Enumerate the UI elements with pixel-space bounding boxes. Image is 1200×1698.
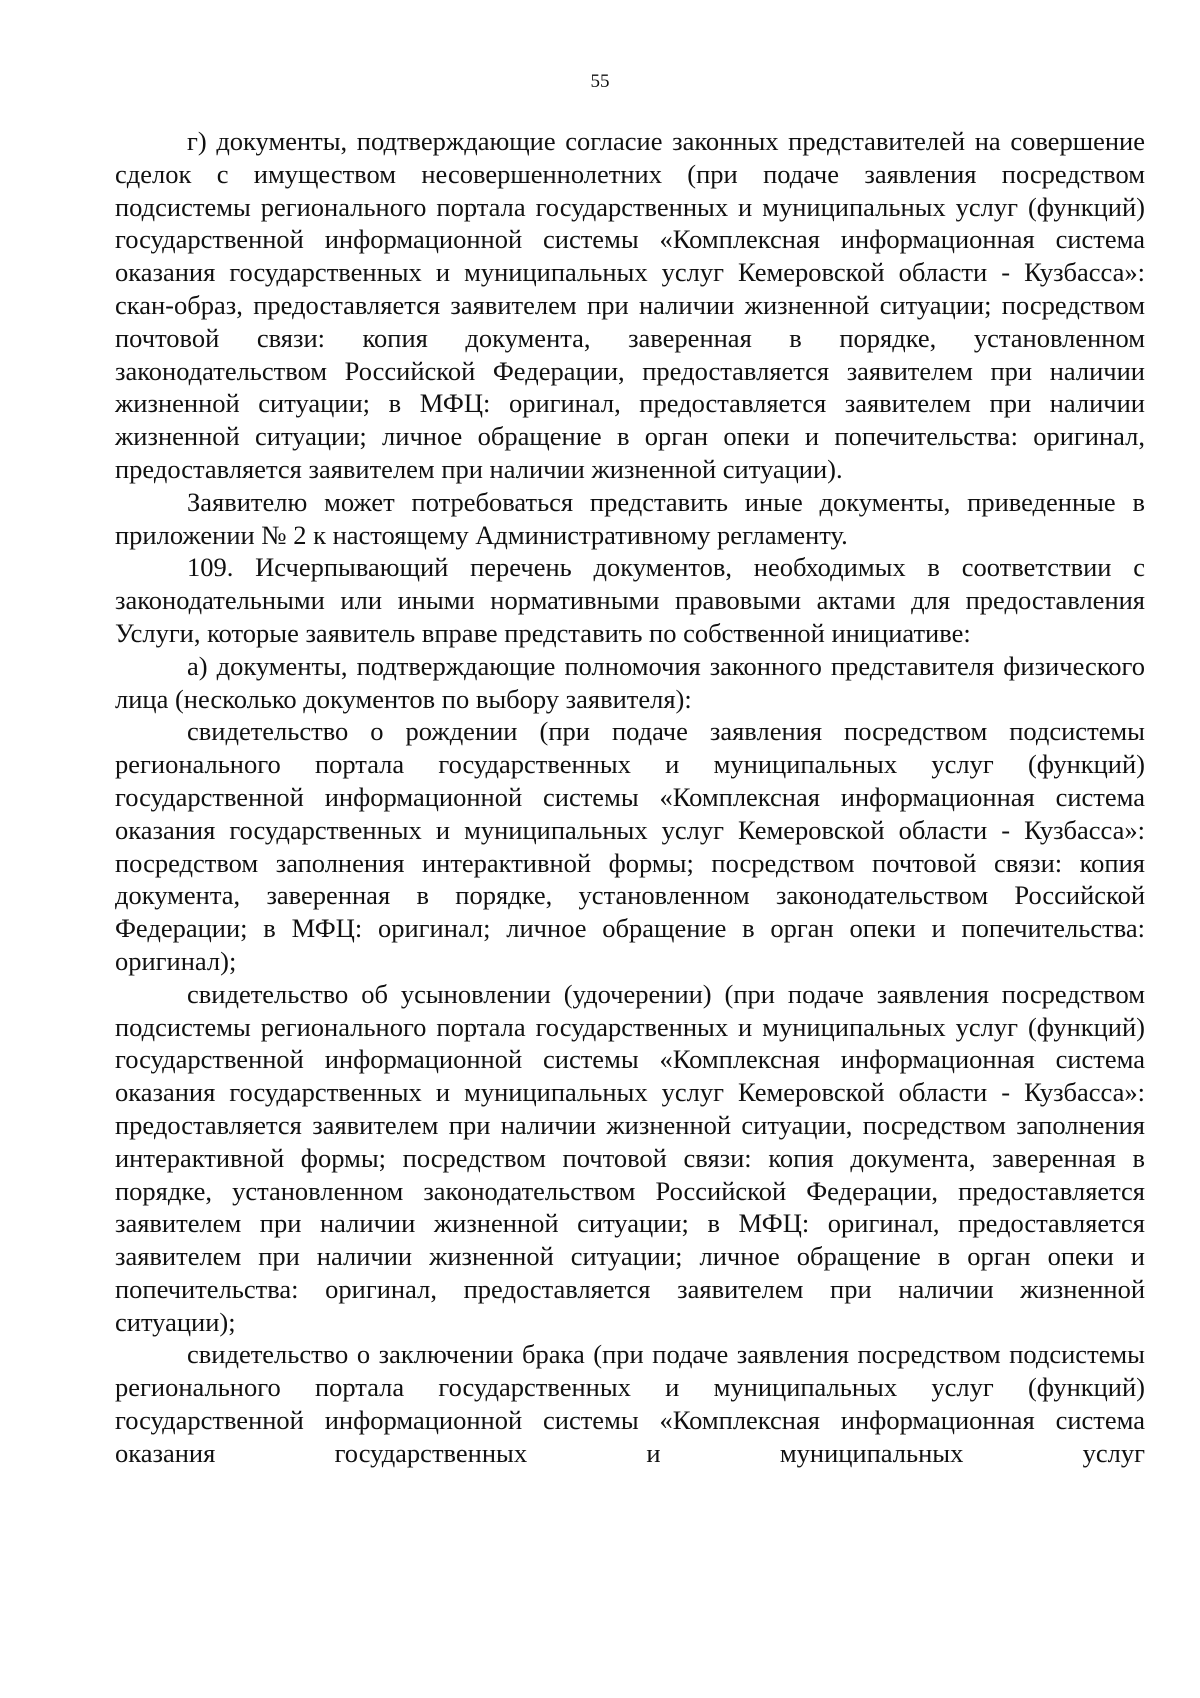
paragraph-marriage-certificate: свидетельство о заключении брака (при подаче заявления посредством подсистемы регионального портала государственных и муниципальных услуг (функций) государственной информационной системы «Комплексная информационная система оказания государственных и муниципальных услуг (115, 1339, 1145, 1468)
paragraph-representative-authority: а) документы, подтверждающие полномочия законного представителя физического лица (несколько документов по выбору заявителя): (115, 650, 1145, 714)
paragraph-documents-consent: г) документы, подтверждающие согласие законных представителей на совершение сделок с имуществом несовершеннолетних (при подаче заявления посредством подсистемы регионального портала государственных и муниципальных услуг (функций) государственной информационной системы «Комплексная информационная система оказания государственных и муниципальных услуг Кемеровской области - Кузбасса»: скан-образ, предоставляется заявителем при наличии жизненной ситуации; посредством почтовой связи: копия документа, заверенная в порядке, установленном законодательством Российской Федерации, предоставляется заявителем при наличии жизненной ситуации; в МФЦ: оригинал, предоставляется заявителем при наличии жизненной ситуации; личное обращение в орган опеки и попечительства: оригинал, предоставляется заявителем при наличии жизненной ситуации). (115, 126, 1145, 484)
paragraph-item-109: 109. Исчерпывающий перечень документов, необходимых в соответствии с законодательными или иными нормативными правовыми актами для предоставления Услуги, которые заявитель вправе представить по собственной инициативе: (115, 552, 1145, 648)
paragraph-adoption-certificate: свидетельство об усыновлении (удочерении) (при подаче заявления посредством подсистемы регионального портала государственных и муниципальных услуг (функций) государственной информационной системы «Комплексная информационная система оказания государственных и муниципальных услуг Кемеровской области - Кузбасса»: предоставляется заявителем при наличии жизненной ситуации, посредством заполнения интерактивной формы; посредством почтовой связи: копия документа, заверенная в порядке, установленном законодательством Российской Федерации, предоставляется заявителем при наличии жизненной ситуации; в МФЦ: оригинал, предоставляется заявителем при наличии жизненной ситуации; личное обращение в орган опеки и попечительства: оригинал, предоставляется заявителем при наличии жизненной ситуации); (115, 978, 1145, 1337)
document-body (115, 125, 1145, 1470)
paragraph-birth-certificate: свидетельство о рождении (при подаче заявления посредством подсистемы регионального портала государственных и муниципальных услуг (функций) государственной информационной системы «Комплексная информационная система оказания государственных и муниципальных услуг Кемеровской области - Кузбасса»: посредством заполнения интерактивной формы; посредством почтовой связи: копия документа, заверенная в порядке, установленном законодательством Российской Федерации; в МФЦ: оригинал; личное обращение в орган опеки и попечительства: оригинал); (115, 716, 1145, 976)
paragraph-other-documents: Заявителю может потребоваться представить иные документы, приведенные в приложении № 2 к настоящему Административному регламенту. (115, 486, 1145, 550)
page-number: 55 (590, 71, 610, 92)
